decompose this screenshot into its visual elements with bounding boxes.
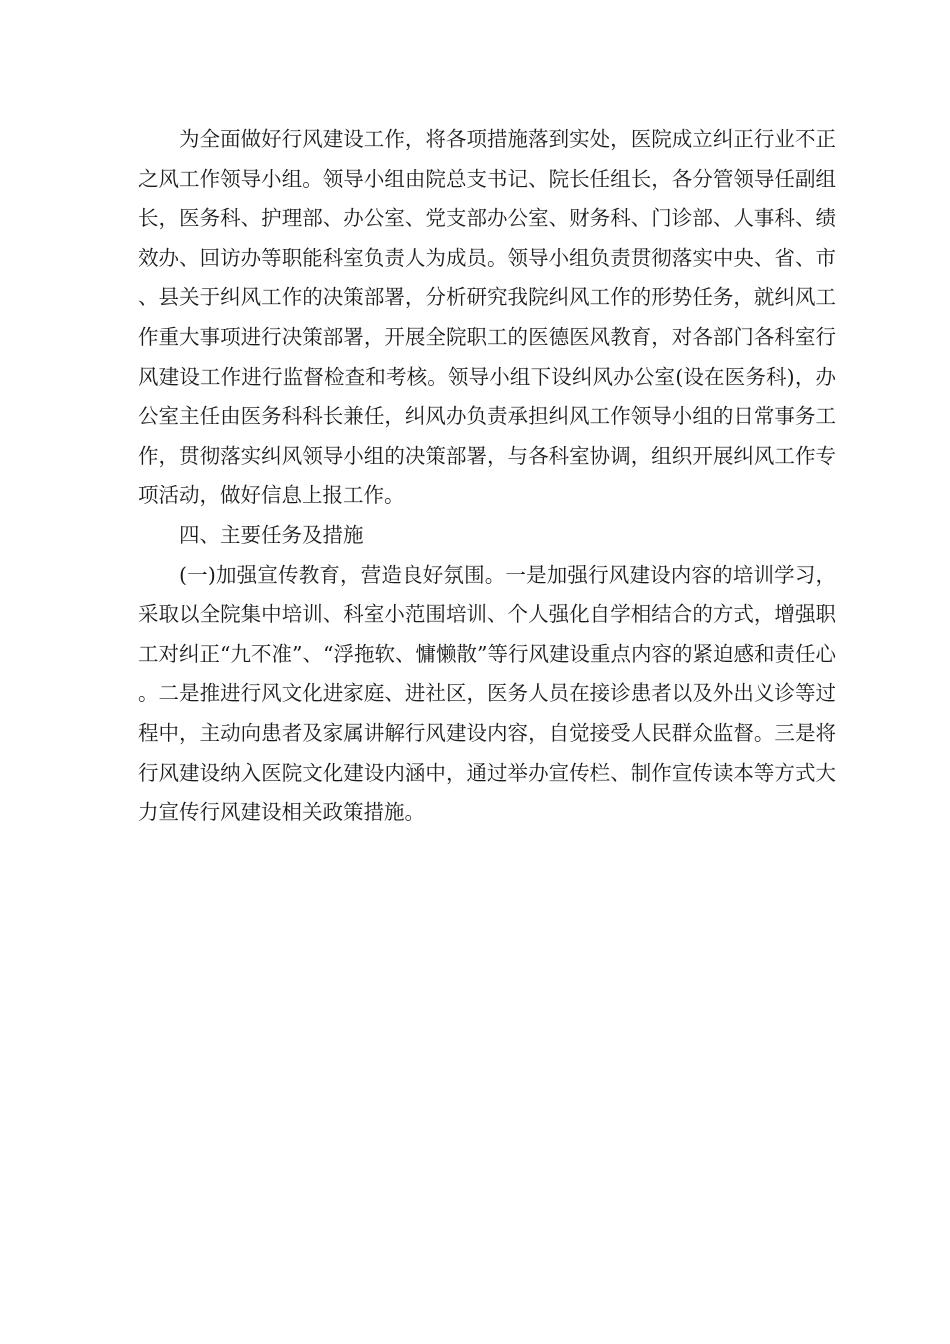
document-body [138,120,836,833]
paragraph-leadership-group: 为全面做好行风建设工作，将各项措施落到实处，医院成立纠正行业不正之风工作领导小组。领导小组由院总支书记、院长任组长，各分管领导任副组长，医务科、护理部、办公室、党支部办公室、财务科、门诊部、人事科、绩效办、回访办等职能科室负责人为成员。领导小组负责贯彻落实中央、省、市、县关于纠风工作的决策部署，分析研究我院纠风工作的形势任务，就纠风工作重大事项进行决策部署，开展全院职工的医德医风教育，对各部门各科室行风建设工作进行监督检查和考核。领导小组下设纠风办公室(设在医务科)，办公室主任由医务科科长兼任，纠风办负责承担纠风工作领导小组的日常事务工作，贯彻落实纠风领导小组的决策部署，与各科室协调，组织开展纠风工作专项活动，做好信息上报工作。 [138,127,836,508]
paragraph-publicity-education: (一)加强宣传教育，营造良好氛围。一是加强行风建设内容的培训学习，采取以全院集中培训、科室小范围培训、个人强化自学相结合的方式，增强职工对纠正“九不准”、“浮拖软、慵懒散”等行风建设重点内容的紧迫感和责任心。二是推进行风文化进家庭、进社区，医务人员在接诊患者以及外出义诊等过程中，主动向患者及家属讲解行风建设内容，自觉接受人民群众监督。三是将行风建设纳入医院文化建设内涵中，通过举办宣传栏、制作宣传读本等方式大力宣传行风建设相关政策措施。 [138,562,836,825]
section-heading-main-tasks: 四、主要任务及措施 [179,522,364,547]
